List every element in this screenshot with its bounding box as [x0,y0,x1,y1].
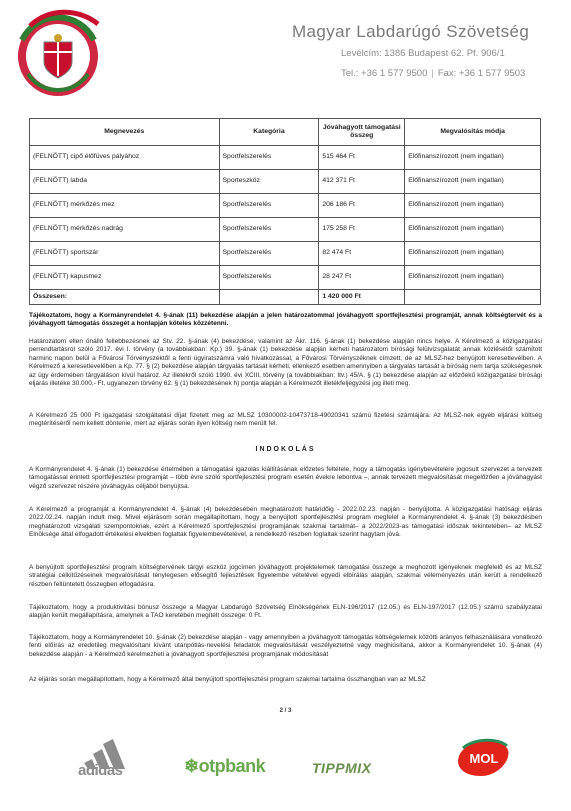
empty-cell [219,290,319,305]
item-name: (FELNŐTT) kapusmez [30,266,220,290]
mol-logo [455,736,513,780]
column-header: Kategória [219,119,319,146]
item-mode: Előfinanszírozott (nem ingatlan) [405,146,541,170]
reasoning-paragraph-4: Tájékoztatom, hogy a produktivitási bónusz összege a Magyar Labdarúgó Szövetség Elnökségének ELN-196/2017 (12.05.) és ELN-197/2017 (12.05.) számú szabályzatai alapján került megállapításra, amelynek a TAO keretében megítélt összege: 0 Ft. [29,604,542,620]
item-amount: 82 474 Ft [319,242,405,266]
item-category: Sportfelszerelés [219,266,319,290]
item-category: Sportfelszerelés [219,218,319,242]
fee-paragraph: A Kérelmező 25 000 Ft igazgatási szolgáltatási díjat fizetett meg az MLSZ 10300002-10473718-49020341 számú fizetési számlájára. Az MLSZ-nek egyéb eljárási költség megtérítéséről nem kellett döntenie, mert az eljárás során ilyen költség nem merült fel. [29,412,542,428]
support-table [29,118,541,305]
item-name: (FELNŐTT) mérkőzés mez [30,194,220,218]
item-category: Sportfelszerelés [219,146,319,170]
table-row [30,266,541,290]
reasoning-paragraph-5: Tájékoztatom, hogy a Kormányrendelet 10. §-ának (2) bekezdése alapján - vagy amennyiben a jóváhagyott támogatás költségelemek közötti arányos felhasználására vonatkozó fenti előírás az eredetileg megvalósítani kívánt utánpótlás-nevelési feladatok megvalósítását veszélyeztetné vagy meghiúsítaná, akkor a Kormányrendelet 10. §-ának (4) bekezdése alapján - a Kérelmező kérelmezheti a jóváhagyott sportfejlesztési programjának módosítását [29,634,542,658]
item-amount: 175 258 Ft [319,218,405,242]
item-name: (FELNŐTT) sportszár [30,242,220,266]
page-number: 2 / 3 [279,708,292,714]
item-amount: 412 371 Ft [319,170,405,194]
postal-address: Levélcím: 1386 Budapest 62. Pf. 906/1 [341,48,505,59]
table-row [30,242,541,266]
item-amount: 28 247 Ft [319,266,405,290]
tippmix-wordmark: TIPPMIX [312,760,372,776]
reasoning-paragraph-2: A Kérelmező a programját a Kormányrendelet 4. §-ának (4) bekezdésében meghatározott határidőig - 2022.02.23. napján - benyújtotta. A közigazgatási hatósági eljárás 2022.02.24. napján indult meg. Mivel eljárásom során megállapítottam, hogy a benyújtott sportfejlesztési program megfelel a Kormányrendelet 4. §-ának (3) bekezdésben meghatározott vizsgálati szempontoknak, ezért a Kérelmező sportfejlesztési programjának szakmai tartalmát– a 2022/2023-as támogatási időszak tekintetében– az MLSZ Elnöksége által elfogadott értékelési elvekben foglaltak figyelembevételével, a rendelkező részben foglaltak szerint hagytam jóvá. [29,506,542,539]
table-row [30,146,541,170]
item-name: (FELNŐTT) mérkőzés nadrág [30,218,220,242]
item-name: (FELNŐTT) labda [30,170,220,194]
reasoning-paragraph-6: Az eljárás során megállapítottam, hogy a Kérelmező által benyújtott sportfejlesztési program szakmai tartalma összhangban van az MLSZ [29,676,426,683]
item-category: Sporteszköz [219,170,319,194]
item-mode: Előfinanszírozott (nem ingatlan) [405,170,541,194]
table-row [30,194,541,218]
table-row [30,218,541,242]
phone-number: Tel.: +36 1 577 9500 [341,68,428,79]
otp-swirl-icon: ❄ [184,756,199,776]
total-row [30,290,541,305]
column-header: Jóváhagyott támogatási összeg [319,119,405,146]
item-mode: Előfinanszírozott (nem ingatlan) [405,242,541,266]
mlsz-logo [8,4,108,104]
column-header: Megvalósítás módja [405,119,541,146]
separator: | [431,68,434,79]
total-value: 1 420 000 Ft [319,290,405,305]
item-amount: 206 186 Ft [319,194,405,218]
appeal-paragraph: Határozatom ellen önálló fellebbezésnek az Stv. 22. §-ának (4) bekezdése, valamint az Ákr. 116. §-ának (1) bekezdése alapján nincs helye. A Kérelmező a közigazgatási perrendtartásról szóló 2017. évi I. törvény (a továbbiakban: Kp.) 39. §-ának (1) bekezdése alapján kérheti határozatom bírósági felülvizsgálatát annak közlésétől számított harminc napon belül a Fővárosi Törvényszéktől a fenti ügyiratszámra való hivatkozással, a Fővárosi Törvényszéknek címzett, de az MLSZ-hez benyújtott keresetlevélben. A Kérelmező a keresetlevelében a Kp. 77. § (2) bekezdése alapján tárgyalás tartását kérheti, ellenkező esetben amennyiben a tárgyalás tartását a bíróság nem tartja szükségesnek az ügy érdemében tárgyaláson kívül határoz. Az illetékről szóló 1990. évi XCIII. törvény (a továbbiakban: Itv.) 45/A. § (1) bekezdése alapján az előzőekű közigazgatási bírósági eljárás illetéke 30.000,- Ft, ugyanezen törvény 62. § (1) bekezdésének h) pontja alapján a Kérelmezőt illetékfeljegyzési jog illeti meg. [29,338,542,388]
item-amount: 515 464 Ft [319,146,405,170]
mol-wordmark: MOL [469,751,499,766]
total-label: Összesen: [30,290,220,305]
contact-line [341,68,525,79]
adidas-wordmark: adidas [78,762,123,779]
item-category: Sportfelszerelés [219,242,319,266]
item-category: Sportfelszerelés [219,194,319,218]
otp-wordmark: ❄otpbank [184,756,266,776]
empty-cell [405,290,541,305]
item-mode: Előfinanszírozott (nem ingatlan) [405,194,541,218]
reasoning-paragraph-3: A benyújtott sportfejlesztési program költségtervének tárgyi eszköz jogcímen jóváhagyott projektelemek támogatási összege a meghozott igényeknek megfelelő és az MLSZ stratégiai célkitűzéseinek megvalósítását ténylegesen elősegítő fejlesztések figyelembe vételével egyedi elbírálás alapján, szakmai véleményezés után került a rendelkező részben feltüntetett összegben elfogadásra. [29,564,542,588]
organization-name: Magyar Labdarúgó Szövetség [292,22,530,41]
item-mode: Előfinanszírozott (nem ingatlan) [405,266,541,290]
item-name: (FELNŐTT) cipő élőfüves pályához [30,146,220,170]
table-header-row [30,119,541,146]
fax-number: Fax: +36 1 577 9503 [437,68,526,79]
publication-notice: Tájékoztatom, hogy a Kormányrendelet 4. §-ának (11) bekezdése alapján a jelen határozatommal jóváhagyott sportfejlesztési programját, annak költségtervét és a jóváhagyott támogatás összegét a honlapján köteles közzétenni. [29,312,542,328]
item-mode: Előfinanszírozott (nem ingatlan) [405,218,541,242]
column-header: Megnevezés [30,119,220,146]
reasoning-paragraph-1: A Kormányrendelet 4. §-ának (1) bekezdése értelmében a támogatási igazolás kiállításának előzetes feltétele, hogy a támogatás igénybevételére jogosult szervezet a tervezett támogatással érintett sportfejlesztési programját – több évre szóló sportfejlesztési program esetén évekre lebontva –, annak tervezett megvalósítását megelőzően a jóváhagyást végző szervezet részére jóváhagyás céljából benyújtsa. [29,466,542,490]
section-heading: INDOKOLÁS [255,446,316,453]
table-row [30,170,541,194]
